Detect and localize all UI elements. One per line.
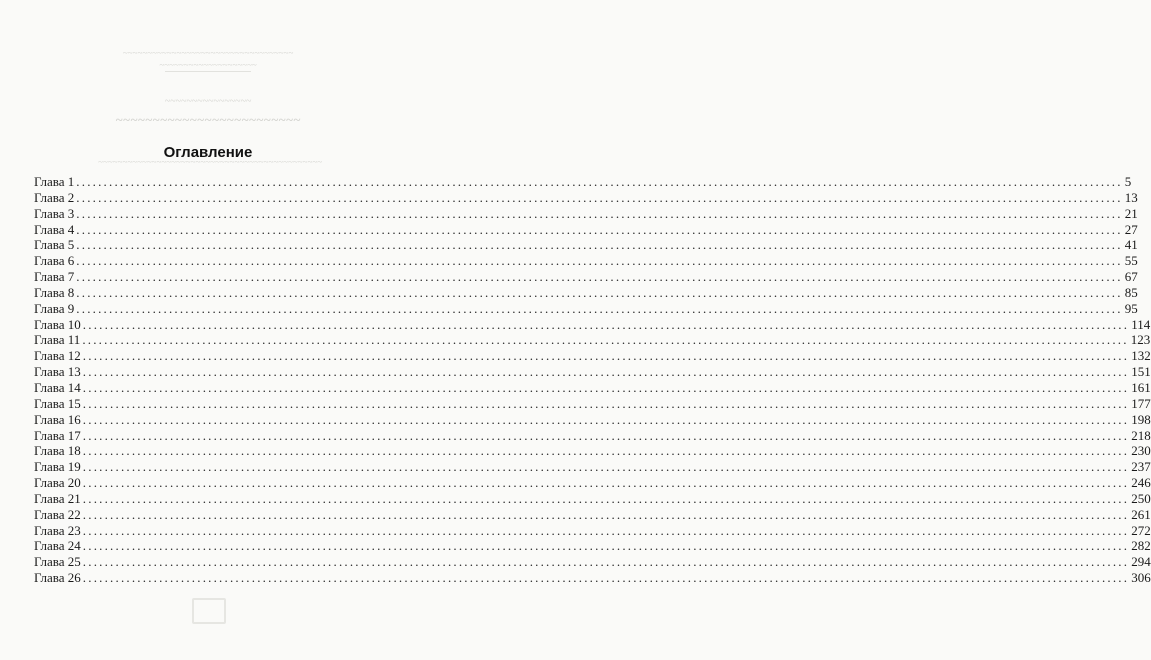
- toc-entry-label: Глава 10: [34, 316, 81, 332]
- toc-entry: [34, 189, 1138, 206]
- toc-entry: [34, 379, 1151, 396]
- toc-leader-dots: ................................................................................................................................................................................................: [76, 284, 1123, 300]
- toc-leader-dots: ................................................................................................................................................................................................: [76, 174, 1123, 189]
- show-through-logo: [192, 598, 226, 624]
- toc-entry-label: Глава 3: [34, 205, 75, 221]
- toc-leader-dots: ................................................................................................................................................................................................: [76, 205, 1123, 221]
- toc-entry: [34, 205, 1138, 222]
- toc-entry-label: Глава 22: [34, 506, 81, 522]
- toc-entry-page-number: 21: [1124, 205, 1138, 221]
- toc-entry-label: Глава 17: [34, 427, 81, 443]
- toc-entry: [34, 316, 1151, 333]
- toc-leader-dots: ................................................................................................................................................................................................: [76, 189, 1123, 205]
- toc-entry-page-number: 237: [1131, 459, 1151, 475]
- toc-entry-label: Глава 16: [34, 411, 81, 427]
- toc-entry: [34, 459, 1151, 475]
- toc-entry-page-number: 41: [1124, 237, 1138, 253]
- toc-entry-label: Глава 13: [34, 364, 81, 380]
- toc-leader-dots: ................................................................................................................................................................................................: [82, 379, 1130, 395]
- toc-leader-dots: ................................................................................................................................................................................................: [82, 316, 1130, 332]
- toc-entry: [34, 475, 1151, 491]
- toc-entry-label: Глава 5: [34, 237, 75, 253]
- toc-entry-label: Глава 2: [34, 189, 75, 205]
- toc-entry-page-number: 306: [1131, 570, 1151, 586]
- toc-leader-dots: ................................................................................................................................................................................................: [82, 348, 1130, 364]
- toc-entry: [34, 332, 1151, 348]
- toc-entry: [34, 284, 1138, 301]
- toc-entry: [34, 427, 1151, 444]
- toc-leader-dots: ................................................................................................................................................................................................: [82, 506, 1130, 522]
- show-through-text: ~~~~~~~~~~~~~~~~~~~~~~~~~~~~~~~~~~~~~~~~~~~~~~: [98, 157, 322, 167]
- toc-entry-page-number: 198: [1131, 411, 1151, 427]
- toc-entry-page-number: 261: [1131, 506, 1151, 522]
- toc-entry-label: Глава 8: [34, 284, 75, 300]
- toc-entry-label: Глава 7: [34, 269, 75, 285]
- table-of-contents: [34, 174, 1151, 586]
- toc-leader-dots: ................................................................................................................................................................................................: [76, 237, 1123, 253]
- toc-entry-page-number: 282: [1131, 538, 1151, 554]
- toc-leader-dots: ................................................................................................................................................................................................: [82, 522, 1130, 538]
- toc-entry-page-number: 114: [1131, 316, 1151, 332]
- toc-entry-page-number: 55: [1124, 253, 1138, 269]
- show-through-text: ~~~~~~~~~~~~~~~~~~~~: [159, 60, 257, 70]
- toc-entry-label: Глава 23: [34, 522, 81, 538]
- toc-entry-page-number: 250: [1131, 490, 1151, 506]
- toc-entry-label: Глава 14: [34, 379, 81, 395]
- toc-entry-page-number: 95: [1124, 300, 1138, 316]
- toc-entry-page-number: 218: [1131, 427, 1151, 443]
- toc-entry-label: Глава 11: [34, 332, 81, 348]
- toc-entry: [34, 570, 1151, 586]
- toc-leader-dots: ................................................................................................................................................................................................: [82, 411, 1130, 427]
- toc-entry-page-number: 85: [1124, 284, 1138, 300]
- show-through-text: ~~~~~~~~~~~~~~~~~~~~~~~~~~~~~~~~~~~: [122, 48, 294, 58]
- toc-entry-label: Глава 19: [34, 459, 81, 475]
- toc-entry-page-number: 161: [1131, 379, 1151, 395]
- toc-leader-dots: ................................................................................................................................................................................................: [82, 395, 1130, 411]
- toc-entry: [34, 554, 1151, 570]
- toc-leader-dots: ................................................................................................................................................................................................: [82, 490, 1130, 506]
- page-title: Оглавление: [163, 144, 253, 161]
- toc-entry: [34, 443, 1151, 459]
- toc-entry-page-number: 294: [1131, 554, 1151, 570]
- toc-entry: [34, 411, 1151, 428]
- toc-entry-page-number: 67: [1124, 269, 1138, 285]
- toc-leader-dots: ................................................................................................................................................................................................: [82, 554, 1130, 570]
- toc-entry-label: Глава 24: [34, 538, 81, 554]
- toc-entry-label: Глава 9: [34, 300, 75, 316]
- toc-entry-page-number: 272: [1131, 522, 1151, 538]
- toc-entry-page-number: 27: [1124, 221, 1138, 237]
- toc-leader-dots: ................................................................................................................................................................................................: [82, 427, 1130, 443]
- toc-entry: [34, 490, 1151, 507]
- toc-entry: [34, 506, 1151, 523]
- toc-entry-label: Глава 21: [34, 490, 81, 506]
- toc-entry: [34, 538, 1151, 554]
- toc-entry-label: Глава 25: [34, 554, 81, 570]
- toc-entry-label: Глава 4: [34, 221, 75, 237]
- show-through-text: ~~~~~~~~~~~~~~~~: [164, 96, 252, 107]
- toc-leader-dots: ................................................................................................................................................................................................: [76, 300, 1123, 316]
- toc-entry-page-number: 177: [1131, 395, 1151, 411]
- toc-leader-dots: ................................................................................................................................................................................................: [76, 269, 1123, 285]
- toc-entry-page-number: 246: [1131, 475, 1151, 491]
- toc-entry: [34, 522, 1151, 539]
- toc-entry-label: Глава 18: [34, 443, 81, 459]
- toc-entry-label: Глава 20: [34, 475, 81, 491]
- toc-entry-page-number: 230: [1131, 443, 1151, 459]
- toc-leader-dots: ................................................................................................................................................................................................: [82, 443, 1130, 459]
- toc-entry-page-number: 5: [1124, 174, 1132, 189]
- toc-entry-page-number: 13: [1124, 189, 1138, 205]
- toc-entry-label: Глава 6: [34, 253, 75, 269]
- toc-leader-dots: ................................................................................................................................................................................................: [82, 538, 1130, 554]
- toc-entry: [34, 395, 1151, 412]
- toc-leader-dots: ................................................................................................................................................................................................: [82, 364, 1130, 380]
- toc-leader-dots: ................................................................................................................................................................................................: [82, 475, 1130, 491]
- toc-entry: [34, 237, 1138, 253]
- show-through-text: ~~~~~~~~~~~~~~~~~~~~~~~~~: [115, 112, 301, 127]
- toc-entry-label: Глава 12: [34, 348, 81, 364]
- toc-entry-label: Глава 26: [34, 570, 81, 586]
- toc-leader-dots: ................................................................................................................................................................................................: [82, 459, 1130, 475]
- show-through-rule: [165, 71, 251, 72]
- toc-entry-label: Глава 15: [34, 395, 81, 411]
- toc-entry: [34, 269, 1138, 285]
- toc-entry-page-number: 132: [1131, 348, 1151, 364]
- toc-leader-dots: ................................................................................................................................................................................................: [82, 332, 1129, 348]
- toc-entry-page-number: 123: [1130, 332, 1151, 348]
- toc-entry-label: Глава 1: [34, 174, 75, 189]
- toc-leader-dots: ................................................................................................................................................................................................: [76, 253, 1123, 269]
- toc-entry: [34, 348, 1151, 364]
- toc-leader-dots: ................................................................................................................................................................................................: [76, 221, 1123, 237]
- toc-entry: [34, 221, 1138, 238]
- toc-entry: [34, 174, 1132, 190]
- toc-entry: [34, 364, 1151, 380]
- toc-entry: [34, 300, 1138, 317]
- toc-entry: [34, 253, 1138, 269]
- toc-leader-dots: ................................................................................................................................................................................................: [82, 570, 1130, 586]
- toc-entry-page-number: 151: [1131, 364, 1151, 380]
